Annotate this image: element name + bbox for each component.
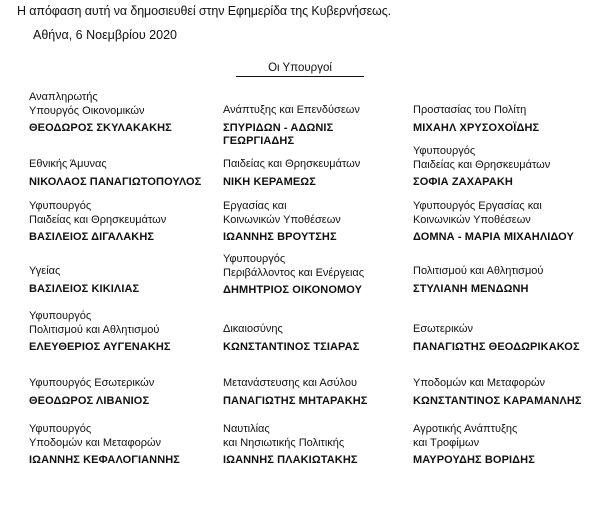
minister-name: ΝΙΚΗ ΚΕΡΑΜΕΩΣ	[223, 175, 316, 188]
signature-block	[29, 91, 209, 136]
signature-block	[223, 158, 403, 189]
minister-name: ΘΕΟΔΩΡΟΣ ΛΙΒΑΝΙΟΣ	[29, 394, 150, 407]
minister-name: ΣΤΥΛΙΑΝΗ ΜΕΝΔΩΝΗ	[413, 282, 529, 295]
minister-role: Πολιτισμού και Αθλητισμού	[29, 323, 160, 336]
minister-role: Δικαιοσύνης	[223, 323, 283, 335]
minister-role: Υφυπουργός	[29, 423, 92, 435]
signature-block	[223, 104, 403, 149]
minister-name: ΔΟΜΝΑ - ΜΑΡΙΑ ΜΙΧΑΗΛΙΔΟΥ	[413, 231, 574, 243]
signature-block	[223, 377, 403, 408]
minister-role: Εσωτερικών	[413, 323, 473, 335]
minister-name: ΙΩΑΝΝΗΣ ΠΛΑΚΙΩΤΑΚΗΣ	[223, 454, 358, 466]
signature-block	[413, 145, 593, 190]
minister-name: ΔΗΜΗΤΡΙΟΣ ΟΙΚΟΝΟΜΟΥ	[223, 284, 363, 296]
minister-name: ΒΑΣΙΛΕΙΟΣ ΚΙΚΙΛΙΑΣ	[29, 282, 140, 295]
signature-block	[413, 323, 593, 354]
minister-role: Ανάπτυξης και Επενδύσεων	[223, 104, 360, 116]
signature-block	[29, 423, 209, 468]
signature-block	[413, 423, 593, 468]
signature-block	[413, 104, 593, 135]
signature-block	[413, 377, 593, 408]
minister-role: Κοινωνικών Υποθέσεων	[413, 213, 531, 226]
minister-role: Υπουργός Οικονομικών	[29, 104, 145, 117]
signature-block	[223, 253, 403, 298]
minister-name: ΜΑΥΡΟΥΔΗΣ ΒΟΡΙΔΗΣ	[413, 454, 535, 466]
minister-name: ΝΙΚΟΛΑΟΣ ΠΑΝΑΓΙΩΤΟΠΟΥΛΟΣ	[29, 175, 202, 188]
ministers-heading: Οι Υπουργοί	[236, 62, 364, 74]
minister-role: Αγροτικής Ανάπτυξης	[413, 423, 518, 435]
minister-role: Υφυπουργός Εργασίας και	[413, 200, 542, 212]
minister-name: ΠΑΝΑΓΙΩΤΗΣ ΜΗΤΑΡΑΚΗΣ	[223, 394, 368, 407]
minister-role: και Νησιωτικής Πολιτικής	[223, 436, 345, 449]
minister-role: Αναπληρωτής	[29, 91, 98, 103]
signature-block	[29, 200, 209, 245]
signature-block	[413, 265, 593, 296]
intro-sentence: Η απόφαση αυτή να δημοσιευθεί στην Εφημερίδα της Κυβερνήσεως.	[17, 4, 392, 18]
minister-role: Υφυπουργός	[413, 145, 476, 157]
minister-name: ΚΩΝΣΤΑΝΤΙΝΟΣ ΤΣΙΑΡΑΣ	[223, 340, 360, 353]
minister-role: Υποδομών και Μεταφορών	[29, 436, 162, 449]
minister-role: Υφυπουργός Εσωτερικών	[29, 377, 155, 389]
minister-role: Υποδομών και Μεταφορών	[413, 377, 546, 389]
signature-block	[413, 200, 593, 245]
minister-role: Παιδείας και Θρησκευμάτων	[29, 213, 167, 226]
minister-name: ΚΩΝΣΤΑΝΤΙΝΟΣ ΚΑΡΑΜΑΝΛΗΣ	[413, 394, 582, 407]
minister-role: Εργασίας και	[223, 200, 287, 212]
minister-name: ΒΑΣΙΛΕΙΟΣ ΔΙΓΑΛΑΚΗΣ	[29, 231, 155, 243]
minister-role: και Τροφίμων	[413, 436, 480, 449]
minister-role: Υφυπουργός	[29, 200, 92, 212]
minister-role: Κοινωνικών Υποθέσεων	[223, 213, 341, 226]
minister-role: Περιβάλλοντος και Ενέργειας	[223, 266, 365, 279]
signature-block	[223, 323, 403, 354]
minister-name: ΣΟΦΙΑ ΖΑΧΑΡΑΚΗ	[413, 176, 513, 188]
signature-block	[223, 200, 403, 245]
minister-role: Ναυτιλίας	[223, 423, 270, 435]
minister-role: Μετανάστευσης και Ασύλου	[223, 377, 358, 389]
minister-role: Υφυπουργός	[223, 253, 286, 265]
minister-name: ΙΩΑΝΝΗΣ ΚΕΦΑΛΟΓΙΑΝΝΗΣ	[29, 454, 181, 466]
minister-name: ΠΑΝΑΓΙΩΤΗΣ ΘΕΟΔΩΡΙΚΑΚΟΣ	[413, 340, 580, 353]
minister-role: Παιδείας και Θρησκευμάτων	[223, 158, 361, 170]
signature-block	[223, 423, 403, 468]
minister-name: ΘΕΟΔΩΡΟΣ ΣΚΥΛΑΚΑΚΗΣ	[29, 122, 172, 134]
minister-name: ΙΩΑΝΝΗΣ ΒΡΟΥΤΣΗΣ	[223, 231, 337, 243]
minister-role: Παιδείας και Θρησκευμάτων	[413, 158, 551, 171]
minister-role: Υγείας	[29, 265, 61, 277]
minister-role: Προστασίας του Πολίτη	[413, 104, 527, 116]
signature-block	[29, 377, 209, 408]
place-date: Αθήνα, 6 Νοεμβρίου 2020	[33, 28, 177, 42]
minister-name: ΕΛΕΥΘΕΡΙΟΣ ΑΥΓΕΝΑΚΗΣ	[29, 341, 171, 353]
minister-name: ΜΙΧΑΗΛ ΧΡΥΣΟΧΟΪΔΗΣ	[413, 121, 540, 134]
signature-block	[29, 265, 209, 296]
minister-role: Εθνικής Άμυνας	[29, 158, 107, 170]
signature-block	[29, 158, 209, 189]
minister-role: Πολιτισμού και Αθλητισμού	[413, 265, 544, 277]
signature-block	[29, 310, 209, 355]
minister-role: Υφυπουργός	[29, 310, 92, 322]
minister-name: ΣΠΥΡΙΔΩΝ - ΑΔΩΝΙΣ ΓΕΩΡΓΙΑΔΗΣ	[223, 121, 334, 147]
